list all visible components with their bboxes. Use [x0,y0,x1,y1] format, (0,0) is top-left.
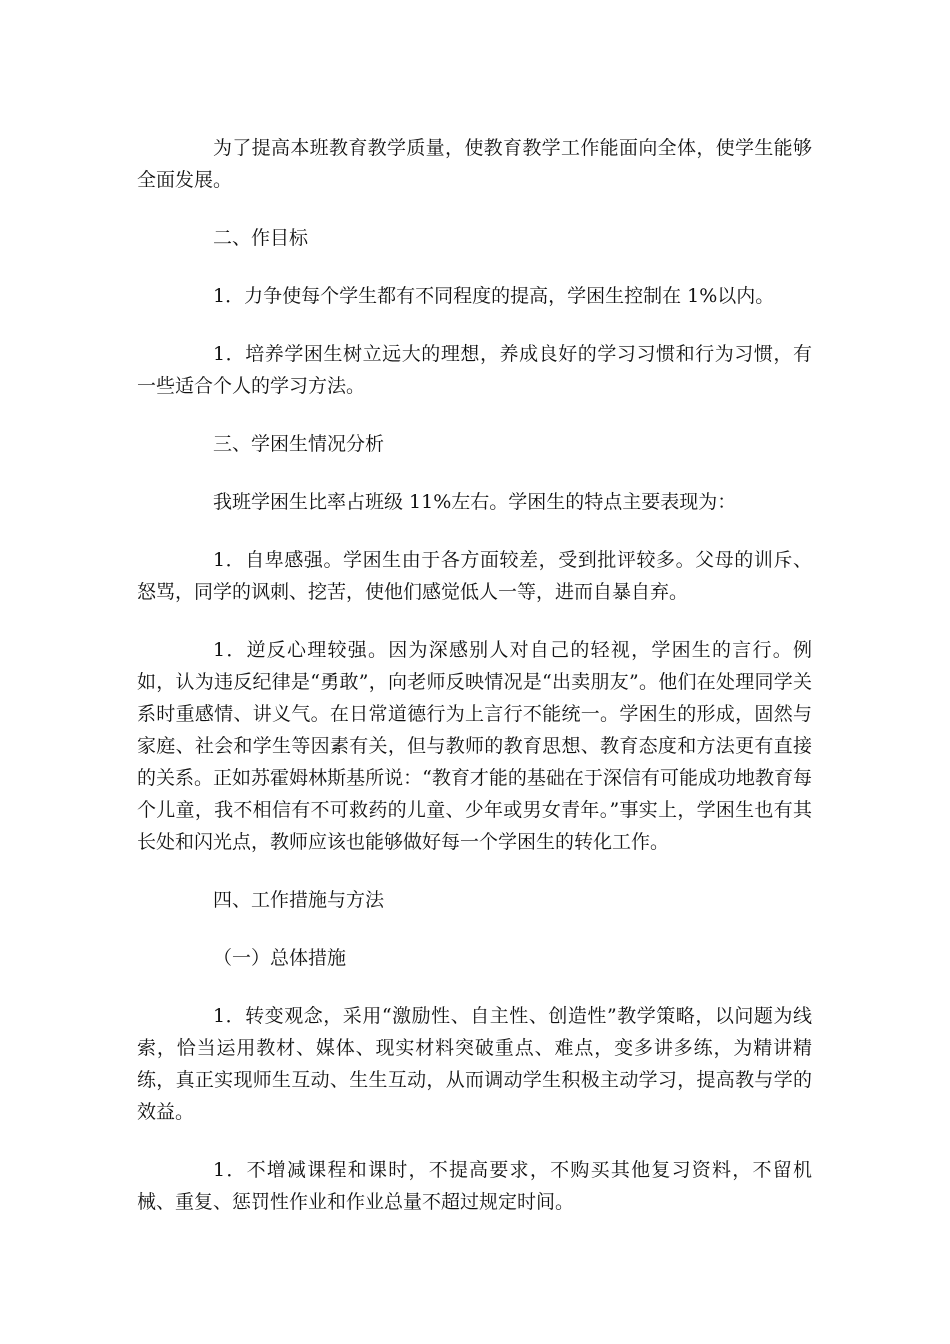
paragraph-intro: 为了提高本班教育教学质量，使教育教学工作能面向全体，使学生能够全面发展。 [137,137,812,191]
paragraph-measure-1: 1．转变观念，采用“激励性、自主性、创造性”教学策略，以问题为线索，恰当运用教材、媒体、现实材料突破重点、难点，变多讲多练，为精讲精练，真正实现师生互动、生生互动，从而调动学生积极主动学习，提高教与学的效益。 [137,1005,812,1123]
paragraph-goal-2: 1．培养学困生树立远大的理想，养成良好的学习习惯和行为习惯，有一些适合个人的学习方法。 [137,343,812,397]
paragraph-analysis-1: 1．自卑感强。学困生由于各方面较差，受到批评较多。父母的训斥、怒骂，同学的讽刺、挖苦，使他们感觉低人一等，进而自暴自弃。 [137,549,812,603]
paragraph-analysis-2: 1．逆反心理较强。因为深感别人对自己的轻视，学困生的言行。例如，认为违反纪律是“勇敢”，向老师反映情况是“出卖朋友”。他们在处理同学关系时重感情、讲义气。在日常道德行为上言行不能统一。学困生的形成，固然与家庭、社会和学生等因素有关，但与教师的教育思想、教育态度和方法更有直接的关系。正如苏霍姆林斯基所说：“教育才能的基础在于深信有可能成功地教育每个儿童，我不相信有不可救药的儿童、少年或男女青年。”事实上，学困生也有其长处和闪光点，教师应该也能够做好每一个学困生的转化工作。 [137,639,812,853]
heading-analysis: 三、学困生情况分析 [213,433,385,455]
heading-goals: 二、作目标 [213,227,309,249]
subheading-general-measures: （一）总体措施 [213,947,347,969]
document-body [137,132,812,1244]
heading-measures: 四、工作措施与方法 [213,889,385,911]
paragraph-measure-2: 1．不增减课程和课时，不提高要求，不购买其他复习资料，不留机械、重复、惩罚性作业和作业总量不超过规定时间。 [137,1159,812,1213]
paragraph-analysis-intro: 我班学困生比率占班级 11%左右。学困生的特点主要表现为： [213,491,737,513]
paragraph-goal-1: 1．力争使每个学生都有不同程度的提高，学困生控制在 1%以内。 [213,285,775,307]
